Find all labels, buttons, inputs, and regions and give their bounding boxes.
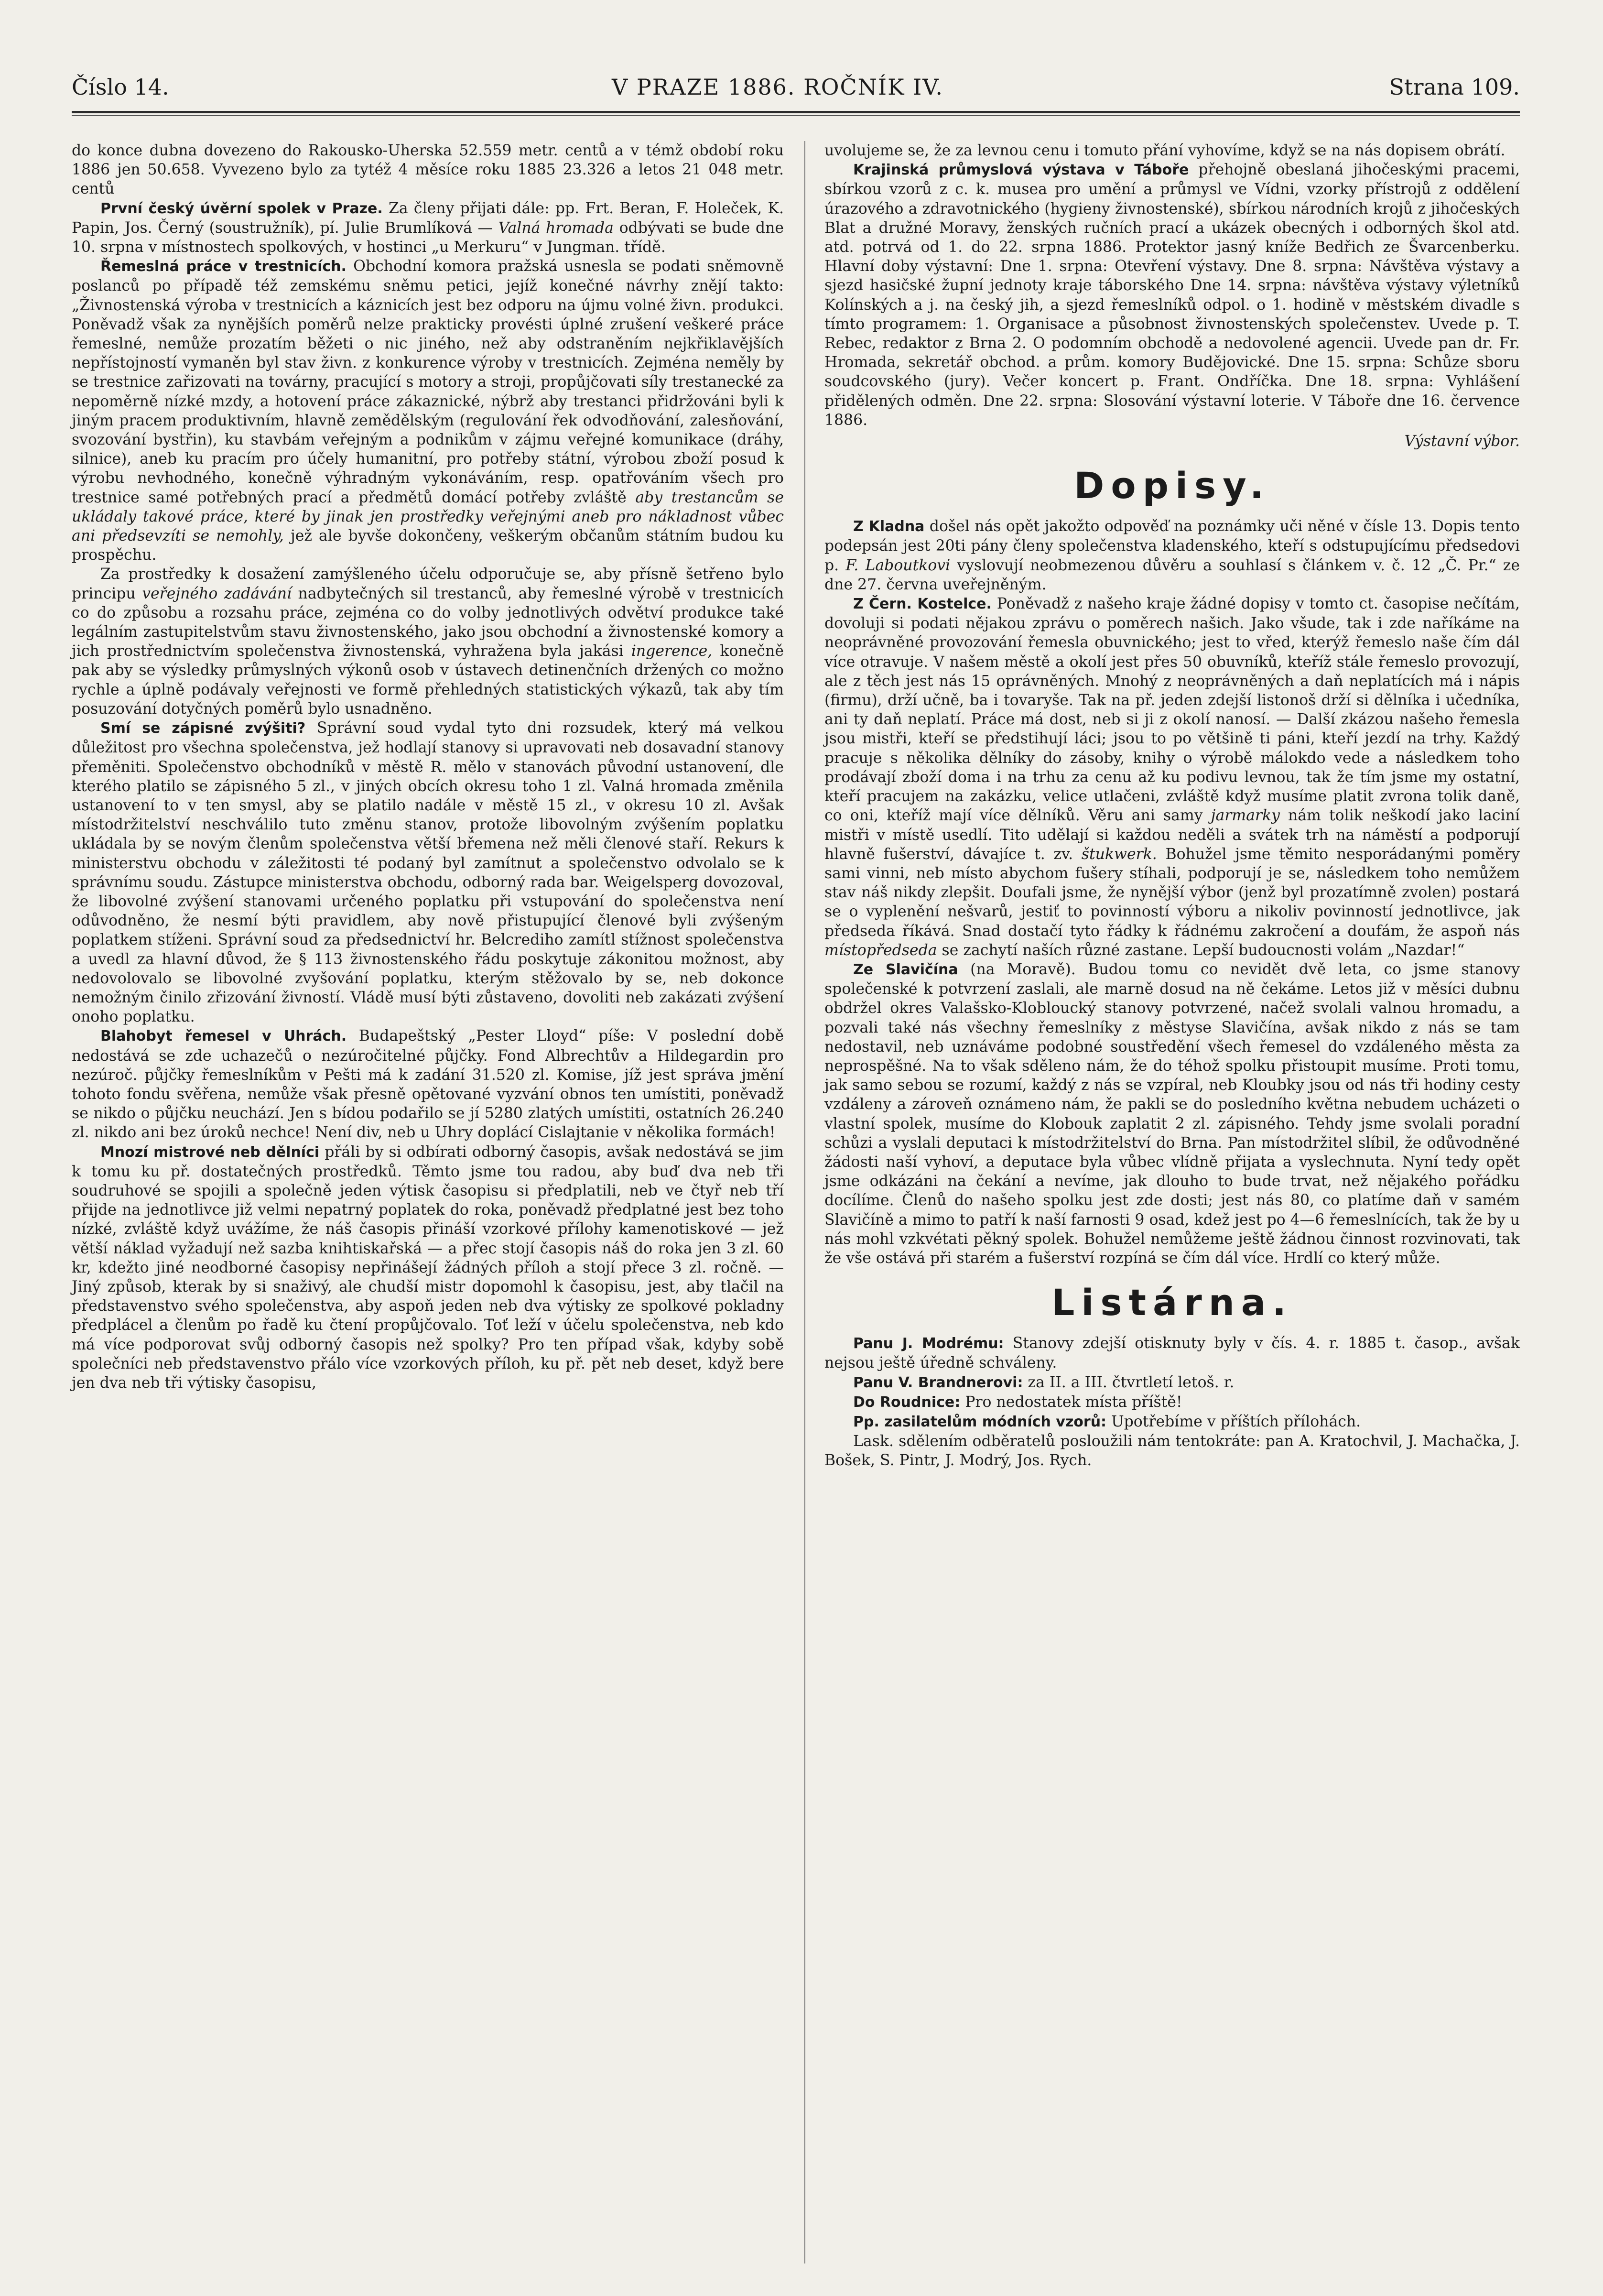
article-text: Za prostředky k dosažení zamýšleného účelu odporučuje se, aby přísně šetřeno bylo principu [72, 566, 784, 602]
letter-slavicin [824, 960, 1520, 1268]
letter-kladno [824, 517, 1520, 594]
article-text: nadbytečných sil trestanců, aby řemeslné výrobě v trestnicích co do způsobu a rozsahu práce, zejména co do volby jednotlivých odvětví produkce také legálním zastupitelstvům stavu živnostenského, jako jsou obchodní a živnostenské komory a jich prostřednictvím společenstva živnostenská, vyhražena byla jakási [72, 585, 784, 660]
article-text: vyslovují neobmezenou důvěru a souhlasí s článkem v. č. 12 „Č. Pr.“ ze dne 27. června uveřejněným. [824, 556, 1520, 593]
mailbox-entry [824, 1373, 1520, 1393]
mailbox-text: Pro nedostatek místa příště! [960, 1393, 1182, 1411]
article-text: Správní soud vydal tyto dni rozsudek, který má velkou důležitost pro všechna společenstva, jež hodlají stanovy si upravovati neb dosavadní stanovy přeměniti. Společenstvo obchodníků v městě R. mělo v stanovách původní ustanovení, dle kterého platilo se zápisného 5 zl., v jiných obcích okresu toho 1 zl. Valná hromada změnila ustanovení to v ten smysl, aby se platilo nadále v městě 15 zl., v okresu 10 zl. Avšak místodržitelství neschválilo tuto změnu stanov, protože libovolným zvýšením poplatku ukládala by se novým členům společenstva větší břemena než měli členové staří. Rekurs k ministerstvu obchodu v záležitosti té podaný byl zamítnut a společenstvo odvolalo se k správnímu soudu. Zástupce ministerstva obchodu, odborný rada bar. Weigelsperg dovozoval, že libovolné zvýšení stanovami určeného poplatku při vstupování do společenstva není odůvodněno, že nesmí býti pravidlem, aby nově přistupující členové byli zvýšeným poplatkem stíženi. Správní soud za předsednictví hr. Belcrediho zamítl stížnost společenstva a uvedl za hlavní důvod, že § 113 živnostenského řádu poskytuje zákonitou možnost, aby nedovolovalo se libovolné zvyšování poplatku, kterým stěžovalo by se, neb dokonce nemožným činilo zřizování živností. Vládě musí býti zůstaveno, dovoliti neb zakázati zvýšení onoho poplatku. [72, 719, 784, 1026]
article-heading: Krajinská průmyslová výstava v Táboře [853, 162, 1189, 179]
article-heading: Z Kladna [853, 518, 925, 535]
article-tabor-exhibition [824, 160, 1520, 430]
letter-kostelec [824, 594, 1520, 960]
column-divider [804, 141, 805, 2263]
article-text: přehojně obeslaná jihočeskými pracemi, sbírkou vzorů z c. k. musea pro umění a průmysl ve Vídni, vzorky přístrojů z oddělení úrazového a zdravotnického (hygieny živnostenské), sbírkou národních krojů z jihočeských Blat a družné Moravy, ženských ručních prací a ukázek obecných i odborných škol atd. atd. potrvá od 1. do 22. srpna 1886. Protektor jasný kníže Bedřich ze Švarcenberku. Hlavní doby výstavní: Dne 1. srpna: Otevření výstavy. Dne 8. srpna: Návštěva výstavy a sjezd hasičské župní jednoty kraje táborského Dne 14. srpna: návštěva výstavy výletníků Kolínských a j. na český jih, a sjezd řemeslníků odpol. o 1. hodině v městském divadle s tímto programem: 1. Organisace a působnost živnostenských společenstev. Uvede p. T. Rebec, redaktor z Brna 2. O podomním obchodě a nedovolené agencii. Uvede pan dr. Fr. Hromada, sekretář obchod. a prům. komory Budějovické. Dne 15. srpna: Schůze sboru soudcovského (jury). Večer koncert p. Frant. Ondříčka. Dne 18. srpna: Vyhlášení přidělených odměn. Dne 22. srpna: Slosování výstavní loterie. V Táboře dne 16. července 1886. [824, 161, 1520, 429]
mailbox-acknowledgement: Lask. sdělením odběratelů posloužili nám tentokráte: pan A. Kratochvil, J. Machačka, J. Bošek, S. Pintr, J. Modrý, Jos. Rych. [824, 1433, 1520, 1469]
article-text: se zachytí naších různé zastane. Lepší budoucnosti volám „Nazdar!“ [937, 941, 1465, 959]
article-text: přáli by si odbírati odborný časopis, avšak nedostává se jim k tomu ku př. dostatečných prostředků. Těmto jsme tou radou, aby buď dva neb tři soudruhové se spojili a společně jeden výtisk časopisu si předplatili, neb ve čtyř neb tří přijde na jednotlivce již velmi nepatrný poplatek do roka, poněvadž předplatné jest bez toho nízké, zvláště když uvážíme, že náš časopis přináší vzorkové přílohy kamenotiskové — jež větší náklad vyžadují než sazba knihtiskařská — a přec stojí časopis náš do roka jen 3 zl. 60 kr, kdežto jiné neodborné časopisy nepřinášejí žádných příloh a stojí přece 3 zl. ročně. — Jiný způsob, kterak by si snaživý, ale chudší mistr dopomohl k časopisu, jest, aby tlačil na představenstvo svého společenstva, aby aspoň jeden neb dva výtisky ze spolkové pokladny předplácel a členům po řadě ku čtení propůjčovalo. Toť leží v účelu společenstva, neb kdo má více podporovat svůj odborný časopis než spolky? Pro ten případ však, kdyby sobě společníci neb představenstvo přálo více vzorkových příloh, ku př. pět neb deset, když bere jen dva neb tři výtisky časopisu, [72, 1143, 784, 1392]
mailbox-entry [824, 1393, 1520, 1412]
article-heading: Mnozí mistrové neb dělníci [100, 1143, 320, 1161]
mailbox-entry [824, 1412, 1520, 1432]
mailbox-recipient: Panu J. Modrému: [853, 1335, 1004, 1352]
section-title-dopisy: Dopisy. [1074, 464, 1270, 507]
right-column [824, 141, 1520, 1470]
page-header [72, 74, 1520, 108]
article-text: Budapeštský „Pester Lloyd“ píše: V poslední době nedostává se zde uchazečů o nezúročitelné půjčky. Fond Albrechtův a Hildegardin pro nezúroč. půjčky řemeslníkům v Pešti má k zadání 31.520 zl. Komise, jíž jest správa jmění tohoto fondu svěřena, nemůže však přesně opětované vyzvání obnos ten umístiti, poněvadž se nikdo o půjčku neuchází. Jen s bídou podařilo se jí 5280 zlatých umístiti, ostatních 26.240 zl. nikdo ani bez úroků nechce! Není div, neb u Uhry doplácí Cislajtanie v několika formách! [72, 1027, 784, 1142]
mailbox-text: Stanovy zdejší otisknuty byly v čís. 4. r. 1885 t. časop., avšak nejsou ještě úředně schváleny. [824, 1335, 1520, 1372]
exhibition-signature: Výstavní výbor. [1404, 433, 1520, 450]
article-emphasis: aby trestancům se ukládaly takové práce, které by jinak jen prostředky veřejnými aneb pro nákladnost vůbec ani předsevzíti se nemohly, [72, 489, 784, 545]
header-rule-thin [72, 115, 1520, 116]
article-heading: Řemeslná práce v trestnicích. [100, 258, 347, 275]
article-registration-fee [72, 718, 784, 1026]
article-emphasis: místopředseda [824, 941, 937, 959]
article-text: odbývati se bude dne 10. srpna v místnostech spolkových, v hostinci „u Merkuru“ v Jungman. třídě. [72, 219, 784, 256]
mailbox-text: za II. a III. čtvrtletí letoš. r. [1023, 1373, 1235, 1391]
mailbox-recipient: Panu V. Brandnerovi: [853, 1374, 1023, 1391]
mailbox-entry [824, 1334, 1520, 1372]
article-emphasis: Valná hromada [492, 219, 614, 237]
mailbox-recipient: Do Roudnice: [853, 1393, 961, 1411]
article-hungary-crafts [72, 1026, 784, 1142]
article-prison-labor-cont [72, 565, 784, 718]
article-text: Poněvadž z našeho kraje žádné dopisy v tomto ct. časopise nečítám, dovoluji si podati nějakou zprávu o poměrech našich. Jako všude, tak i zde naříkáme na neoprávněné provozování řemesla obuvnického; jest to vřed, kterýž řemeslo naše čím dál více otravuje. V našem městě a okolí jest přes 50 obuvníků, kteříž stále řemeslo provozují, ale z těch jest nás 15 oprávněných. Mnohý z neoprávněných a daň neplatících má i nápis (firmu), drží učně, ba i tovaryše. Tak na př. jeden zdejší listonoš drží si dělníka i učedníka, ani ty daň neplatí. Práce má dost, neb si ji z okolí nanosí. — Další zkázou našeho řemesla jsou mistři, kteří se předstihují láci; jsou to po většině ti páni, kteří jezdí na trhy. Každý pracuje s několika dělníky do zásoby, knihy o výrobě málokdo vede a následkem toho prodávají zboží doma i na trhu za cenu až ku podivu levnou, tak že tím jsme my ostatní, kteří pracujem na zakázku, velice utlačeni, zvláště když musíme platit zvrona tolik daně, co oni, kteříž mají více dělníků. Věru ani samy [824, 595, 1520, 825]
header-rule [72, 111, 1520, 113]
mailbox-recipient: Pp. zasilatelům módních vzorů: [853, 1413, 1107, 1430]
article-emphasis: štukwerk. [1073, 845, 1157, 863]
left-column [72, 141, 784, 1393]
article-text: Bohužel jsme těmito nesporádanými poměry sami vinni, neb místo abychom fušery stíhali, podporují je se, následkem toho nemůžem stav náš nikdy zlepšit. Doufali jsme, že nynější výbor (jenž byl prozatímně zvolen) postará se o vyplenění nešvarů, jestiť to povinností výboru a nikoliv povinností jednotlivce, jak předseda říkává. Snad dostačí tyto řádky k řádnému zakročení a doufám, že aspoň nás [824, 845, 1520, 940]
article-heading: Z Čern. Kostelce. [853, 596, 992, 613]
page-number: Strana 109. [1389, 74, 1520, 100]
article-journal-subscription-end: uvolujeme se, že za levnou cenu i tomuto přání vyhovíme, když se na nás dopisem obrátí. [824, 142, 1506, 159]
section-title-listarna: Listárna. [1051, 1281, 1293, 1324]
article-emphasis: jarmarky [1202, 807, 1280, 825]
article-emphasis: ingerence, [623, 642, 713, 660]
article-emphasis: veřejného zadávání [135, 585, 292, 602]
masthead-date-volume: V PRAZE 1886. ROČNÍK IV. [612, 74, 944, 100]
article-journal-subscription [72, 1143, 784, 1393]
article-text: Za členy přijati dále: pp. Frt. Beran, F. Holeček, K. Papin, Jos. Černý (soustružník), pí. Julie Brumlíková — [72, 199, 784, 237]
issue-number: Číslo 14. [72, 74, 169, 100]
article-text: Obchodní komora pražská usnesla se podati sněmovně poslanců po případě též zemskému sněmu petici, jejíž konečné návrhy znějí takto: „Živnostenská výroba v trestnicích a káznicích jest bez odporu na újmu volné živn. produkci. Poněvadž však za nynějších poměrů nelze prakticky provésti úplné zrušení veškeré práce řemeslné, nemůže prozatím běžeti o nic jiného, než aby odstraněním nejkřiklavějších nepřístojností vymaněn byl stav živn. z konkurence výroby v trestnicích. Zejména neměly by se trestnice zařizovati na továrny, pracující s motory a stroji, propůjčovati síly trestanecké za nepoměrně nízké mzdy, a hotovení práce zákaznické, nýbrž aby trestanci přidržováni byli k jiným pracem produktivním, hlavně zemědělským (regulování řek odvodňování, zalesňování, svozování bystřin), ku stavbám veřejným a podnikům v zájmu veřejné komunikace (dráhy, silnice), aneb ku pracím pro účely humanitní, pro potřeby státní, výrobou zboží posud k výrobu nevhodného, konečně výhradným vykonáváním, resp. opatřováním všech pro trestnice samé potřebných prací a předmětů domácí potřeby zvláště [72, 258, 784, 506]
article-trade-stats: do konce dubna dovezeno do Rakousko-Uherska 52.559 metr. centů a v témž období roku 1886 jen 50.658. Vyvezeno bylo za tytéž 4 měsíce roku 1885 23.326 a letos 21 048 metr. centů [72, 142, 784, 198]
article-text: jež ale byvše dokončeny, veškerým občanům státním budou ku prospěchu. [72, 527, 784, 564]
article-text: došel nás opět jakožto odpověď na poznámky uči něné v čísle 13. Dopis tento podepsán jest 20ti pány členy společenstva kladenského, kteří s odstupujícímu předsedovi p. [824, 518, 1520, 574]
article-heading: Smí se zápisné zvýšiti? [100, 720, 306, 737]
mailbox-text: Upotřebíme v příštích přílohách. [1106, 1413, 1361, 1430]
article-text: nám tolik neškodí jako laciní mistři v místě usedlí. Tito udělají si každou neděli a svátek trh na náměstí a podporují hlavně fušerství, dávajíce t. zv. [824, 807, 1520, 863]
article-emphasis: F. Laboutkovi [839, 556, 951, 574]
article-text: konečně pak aby se výsledky průmyslných výkonů osob v ústavech detinenčních držených co možno rychle a úplně podávaly veřejnosti ve formě přehledných statistických výkazů, tak aby tím posuzování dotyčných poměrů bylo usnadněno. [72, 642, 784, 718]
article-heading: Blahobyt řemesel v Uhrách. [100, 1028, 347, 1045]
article-prison-labor [72, 257, 784, 565]
article-heading: Ze Slavičína [853, 961, 958, 978]
article-heading: První český úvěrní spolek v Praze. [100, 200, 383, 217]
article-credit-union [72, 199, 784, 257]
article-text: (na Moravě). Budou tomu co nevidět dvě leta, co jsme stanovy společenské k potvrzení zaslali, ale marně dosud na ně čekáme. Letos již v měsíci dubnu obdržel okres Valašsko-Klobloucký stanovy potvrzené, načež svolali valnou hromadu, a pozvali také nás všechny řemeslníky z městyse Slavičína, avšak nikdo z nás se tam nedostavil, neb uznáváme podobné soustředění všech řemesel do vzdáleného města za neprospěšné. Na to však sděleno nám, že do téhož spolku přistoupit musíme. Proti tomu, jak samo sebou se rozumí, každý z nás se vzpíral, neb Kloubky jsou od nás tři hodiny cesty vzdáleny a zároveň oznámeno nám, že pakli se do posledního května nebudem ucházeti o vlastní spolek, musíme do Klobouk zaplatit 2 zl. zápisného. Tehdy jsme svolali poradní schůzi a vyslali deputaci k místodržitelství do Brna. Pan místodržitel slíbil, že odůvodněné žádosti naší vyhoví, a deputace byla vůbec vlídně přijata a vyslechnuta. Nyní tedy opět jsme odkázáni na čekání a nevíme, jak dlouho to bude trvat, než nějakého pořádku docílíme. Členů do našeho spolku jest zde dosti; jest nás 80, co platíme daň v samém Slavičíně a mimo to patří k naší farnosti 9 osad, kdež jest po 4—6 řemeslnících, tak že by u nás mohl vzkvétati pěkný spolek. Bohužel nemůžeme ještě žádnou činnost rozvinovati, tak že vše ostává při starém a fušerství rozpíná se čím dál více. Hrdlí co který může. [824, 960, 1520, 1267]
